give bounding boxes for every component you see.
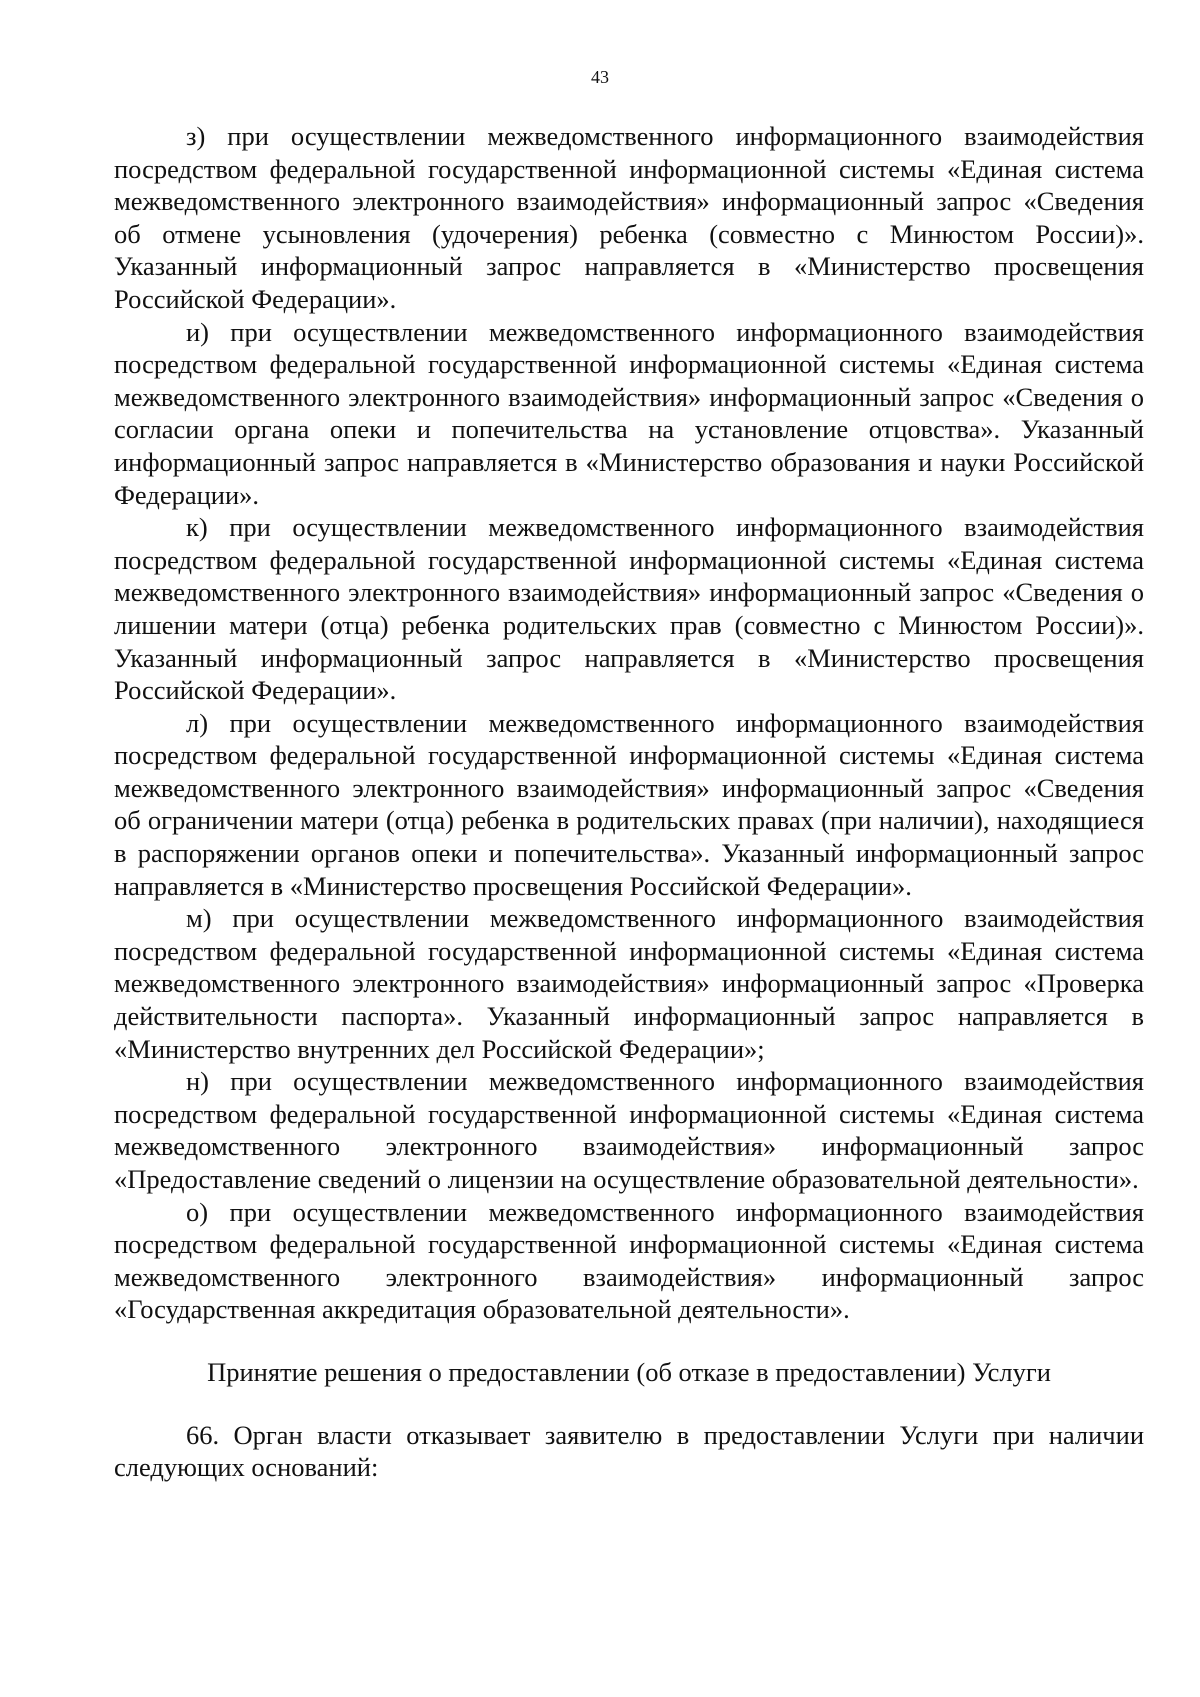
paragraph-k: к) при осуществлении межведомственного информационного взаимодействия посредством федеральной государственной информационной системы «Единая система межведомственного электронного взаимодействия» информационный запрос «Сведения о лишении матери (отца) ребенка родительских прав (совместно с Минюстом России)». Указанный информационный запрос направляется в «Министерство просвещения Российской Федерации». [114,512,1144,706]
paragraph-l: л) при осуществлении межведомственного информационного взаимодействия посредством федеральной государственной информационной системы «Единая система межведомственного электронного взаимодействия» информационный запрос «Сведения об ограничении матери (отца) ребенка в родительских правах (при наличии), находящиеся в распоряжении органов опеки и попечительства». Указанный информационный запрос направляется в «Министерство просвещения Российской Федерации». [114,707,1144,901]
page-number: 43 [591,67,609,87]
paragraph-i: и) при осуществлении межведомственного информационного взаимодействия посредством федеральной государственной информационной системы «Единая система межведомственного электронного взаимодействия» информационный запрос «Сведения о согласии органа опеки и попечительства на установление отцовства». Указанный информационный запрос направляется в «Министерство образования и науки Российской Федерации». [114,316,1144,510]
section-heading: Принятие решения о предоставлении (об отказе в предоставлении) Услуги [207,1356,1051,1387]
document-body [114,120,1144,1484]
paragraph-o: о) при осуществлении межведомственного информационного взаимодействия посредством федеральной государственной информационной системы «Единая система межведомственного электронного взаимодействия» информационный запрос «Государственная аккредитация образовательной деятельности». [114,1196,1144,1325]
paragraph-n: н) при осуществлении межведомственного информационного взаимодействия посредством федеральной государственной информационной системы «Единая система межведомственного электронного взаимодействия» информационный запрос «Предоставление сведений о лицензии на осуществление образовательной деятельности». [114,1066,1144,1194]
paragraph-m: м) при осуществлении межведомственного информационного взаимодействия посредством федеральной государственной информационной системы «Единая система межведомственного электронного взаимодействия» информационный запрос «Проверка действительности паспорта». Указанный информационный запрос направляется в «Министерство внутренних дел Российской Федерации»; [114,903,1144,1064]
paragraph-66: 66. Орган власти отказывает заявителю в предоставлении Услуги при наличии следующих оснований: [114,1419,1144,1483]
paragraph-z: з) при осуществлении межведомственного информационного взаимодействия посредством федеральной государственной информационной системы «Единая система межведомственного электронного взаимодействия» информационный запрос «Сведения об отмене усыновления (удочерения) ребенка (совместно с Минюстом России)». Указанный информационный запрос направляется в «Министерство просвещения Российской Федерации». [114,121,1144,314]
